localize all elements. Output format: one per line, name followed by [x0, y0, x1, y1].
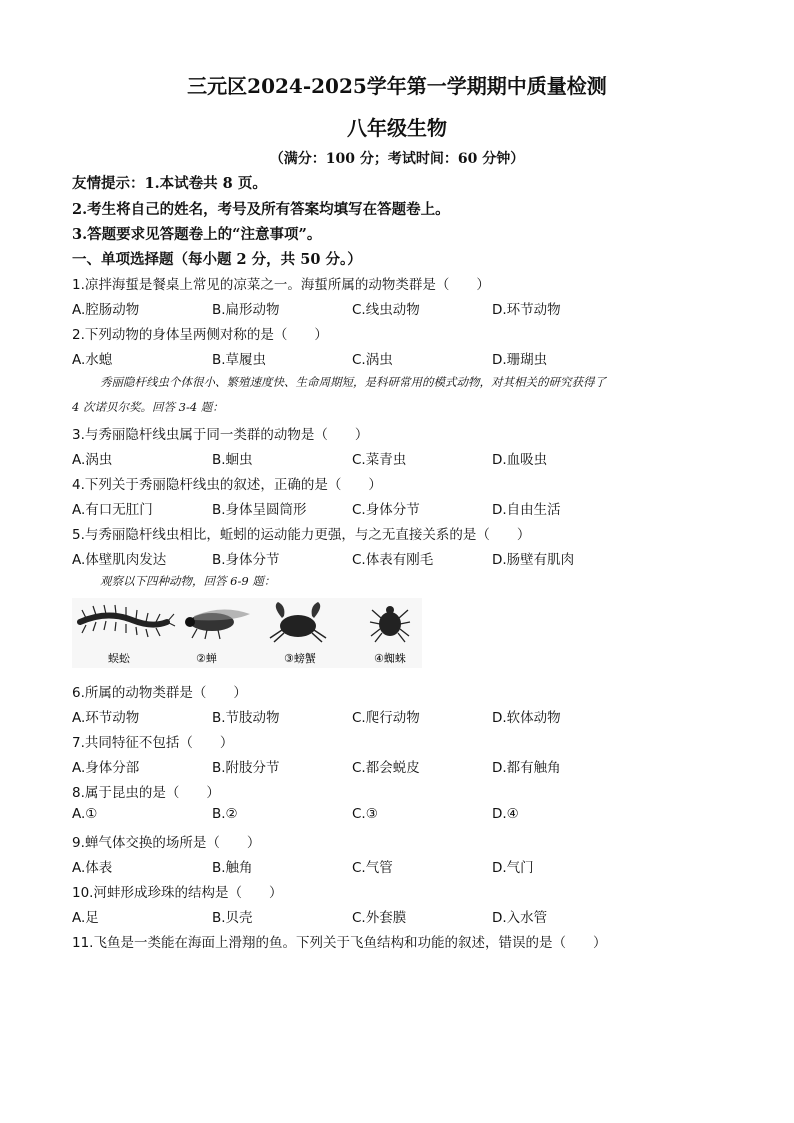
option-c: C.体表有刚毛 — [352, 552, 434, 568]
option-a: A.身体分部 — [72, 760, 140, 776]
option-c: C.身体分节 — [352, 502, 420, 518]
note-3: 3.答题要求见答题卷上的“注意事项”。 — [72, 226, 322, 243]
question-stem: 6.所属的动物类群是（ ） — [72, 685, 247, 701]
option-b: B.② — [212, 806, 238, 822]
animal-figure — [72, 598, 422, 668]
option-b: B.附肢分节 — [212, 760, 280, 776]
question-stem: 1.凉拌海蜇是餐桌上常见的凉菜之一。海蜇所属的动物类群是（ ） — [72, 277, 490, 293]
option-a: A.环节动物 — [72, 710, 140, 726]
option-b: B.贝壳 — [212, 910, 253, 926]
figure-intro: 观察以下四种动物，回答 6-9 题： — [100, 574, 276, 588]
subject-title: 八年级生物 — [347, 116, 447, 140]
exam-meta: （满分：100 分；考试时间：60 分钟） — [269, 151, 525, 167]
option-a: A.水螅 — [72, 352, 113, 368]
option-d: D.珊瑚虫 — [492, 352, 548, 368]
option-a: A.体表 — [72, 860, 113, 876]
question-stem: 10.河蚌形成珍珠的结构是（ ） — [72, 885, 283, 901]
option-d: D.入水管 — [492, 910, 548, 926]
exam-title: 三元区2024-2025学年第一学期期中质量检测 — [187, 74, 607, 98]
question-stem: 9.蝉气体交换的场所是（ ） — [72, 835, 261, 851]
note-2: 2.考生将自己的姓名，考号及所有答案均填写在答题卷上。 — [72, 201, 450, 218]
question-stem: 11.飞鱼是一类能在海面上滑翔的鱼。下列关于飞鱼结构和功能的叙述，错误的是（ ） — [72, 935, 607, 951]
option-a: A.足 — [72, 910, 99, 926]
question-stem: 7.共同特征不包括（ ） — [72, 735, 234, 751]
figure-label: 蜈蚣 — [108, 652, 130, 665]
passage-line-1: 秀丽隐杆线虫个体很小、繁殖速度快、生命周期短，是科研常用的模式动物，对其相关的研究获得了 — [100, 375, 606, 389]
option-d: D.自由生活 — [492, 502, 561, 518]
passage-line-2: 4 次诺贝尔奖。回答 3-4 题： — [72, 400, 224, 414]
option-d: D.气门 — [492, 860, 534, 876]
option-b: B.蛔虫 — [212, 452, 253, 468]
option-d: D.软体动物 — [492, 710, 561, 726]
note-1: 友情提示：1.本试卷共 8 页。 — [72, 175, 267, 192]
option-b: B.节肢动物 — [212, 710, 280, 726]
option-a: A.有口无肛门 — [72, 502, 153, 518]
option-c: C.③ — [352, 806, 378, 822]
option-b: B.身体呈圆筒形 — [212, 502, 307, 518]
figure-label: ②蝉 — [196, 652, 217, 665]
option-d: D.肠壁有肌肉 — [492, 552, 575, 568]
option-d: D.④ — [492, 806, 519, 822]
option-d: D.血吸虫 — [492, 452, 548, 468]
option-d: D.都有触角 — [492, 760, 561, 776]
option-c: C.线虫动物 — [352, 302, 420, 318]
option-b: B.扁形动物 — [212, 302, 280, 318]
option-c: C.外套膜 — [352, 910, 407, 926]
option-c: C.菜青虫 — [352, 452, 407, 468]
option-c: C.都会蜕皮 — [352, 760, 420, 776]
option-a: A.① — [72, 806, 98, 822]
option-b: B.草履虫 — [212, 352, 267, 368]
option-c: C.气管 — [352, 860, 393, 876]
option-a: A.涡虫 — [72, 452, 113, 468]
option-b: B.身体分节 — [212, 552, 280, 568]
option-d: D.环节动物 — [492, 302, 561, 318]
question-stem: 4.下列关于秀丽隐杆线虫的叙述，正确的是（ ） — [72, 477, 382, 493]
figure-label: ④蜘蛛 — [374, 652, 406, 665]
question-stem: 3.与秀丽隐杆线虫属于同一类群的动物是（ ） — [72, 427, 369, 443]
figure-label: ③螃蟹 — [284, 652, 316, 665]
question-stem: 8.属于昆虫的是（ ） — [72, 785, 220, 801]
question-stem: 2.下列动物的身体呈两侧对称的是（ ） — [72, 327, 328, 343]
section-heading: 一、单项选择题（每小题 2 分，共 50 分。） — [72, 251, 362, 268]
question-stem: 5.与秀丽隐杆线虫相比，蚯蚓的运动能力更强，与之无直接关系的是（ ） — [72, 527, 531, 543]
option-c: C.爬行动物 — [352, 710, 420, 726]
option-a: A.腔肠动物 — [72, 302, 140, 318]
option-a: A.体壁肌肉发达 — [72, 552, 167, 568]
option-b: B.触角 — [212, 860, 253, 876]
option-c: C.涡虫 — [352, 352, 393, 368]
